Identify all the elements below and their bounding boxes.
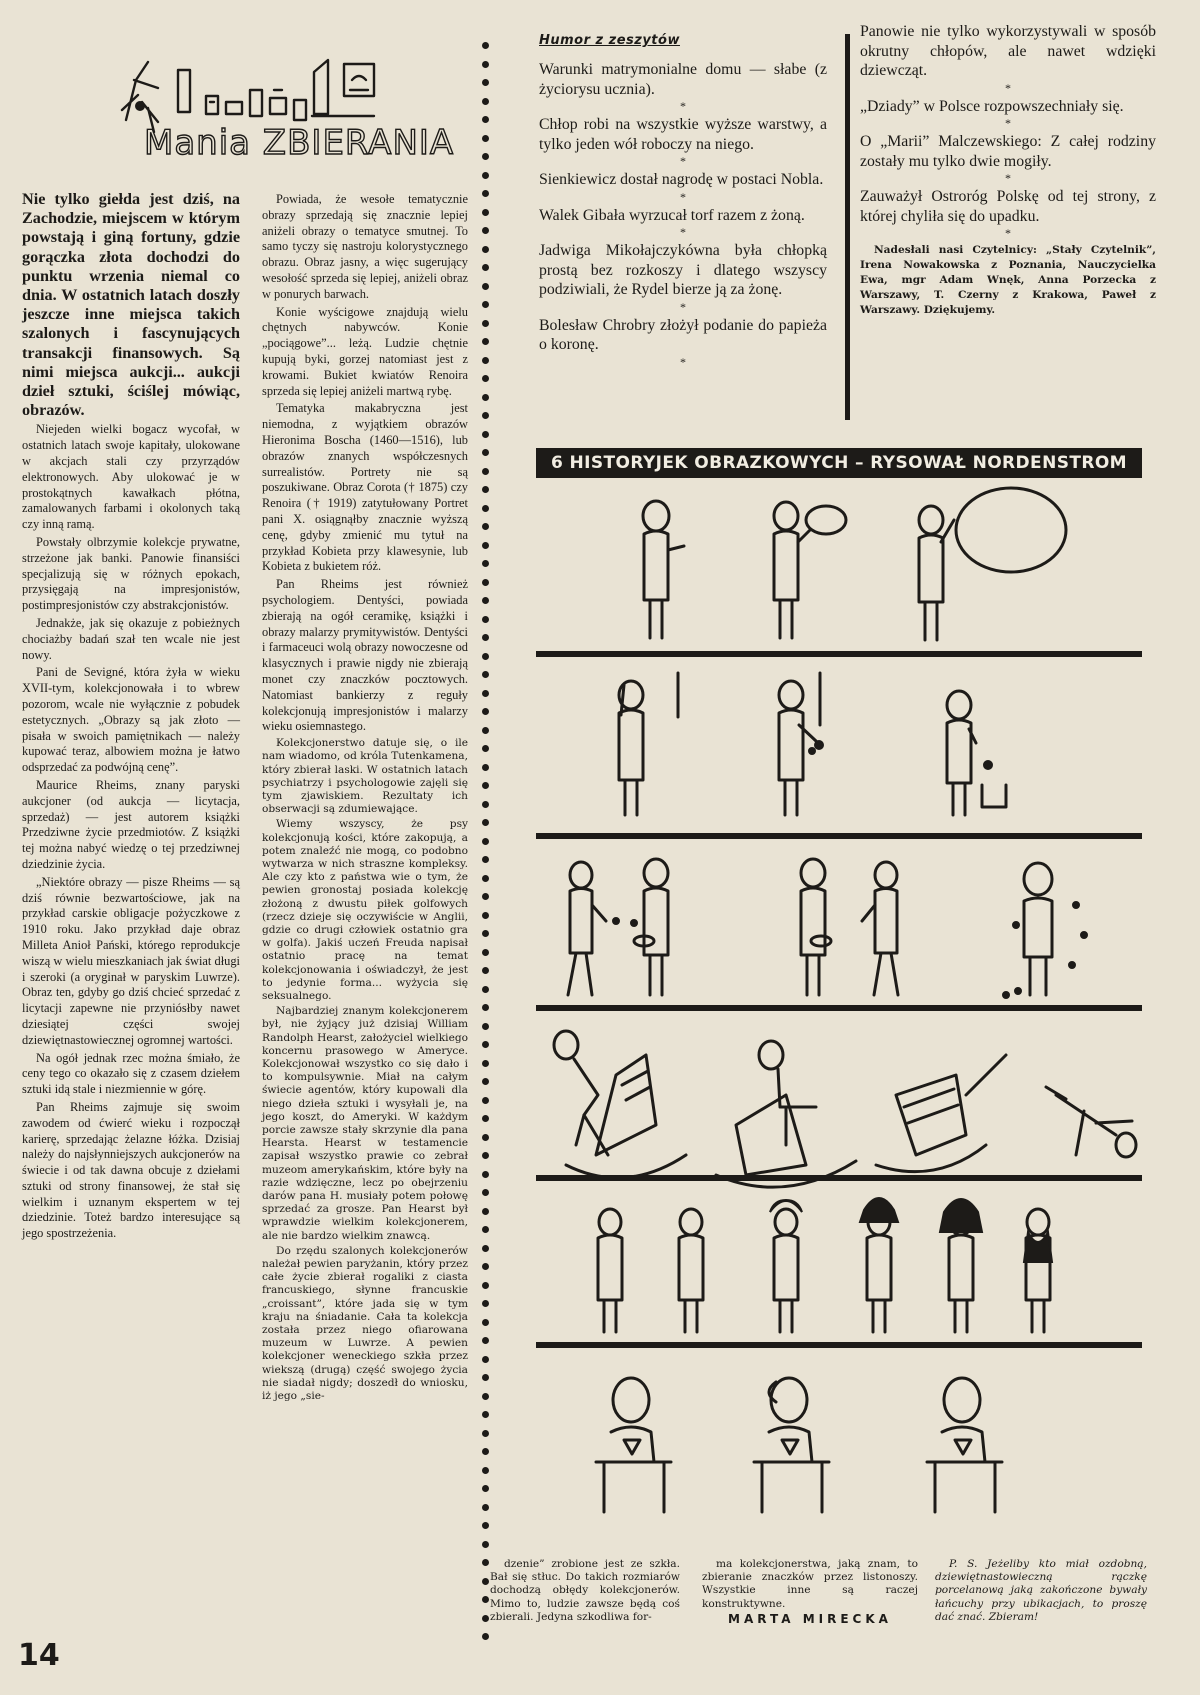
divider-dot — [482, 116, 489, 123]
divider-dot — [482, 505, 489, 512]
divider-dot — [482, 1041, 489, 1048]
bottom-ps-column — [935, 1558, 1147, 1624]
humor-item: „Dziady” w Polsce rozpowszechniały się. — [860, 97, 1124, 115]
divider-dot — [482, 1134, 489, 1141]
article-column-1 — [22, 190, 240, 1244]
humor-credits: Nadesłali nasi Czytelnicy: „Stały Czytelnik”, Irena Nowakowska z Poznania, Nauczycielka Ewa, mgr Adam Wnęk, Anna Porzecka z Warszawy, T. Czerny z Krakowa, Paweł z Warszawy. Dziękujemy. — [860, 244, 1156, 316]
divider-dot — [482, 301, 489, 308]
star-separator: * — [680, 99, 686, 113]
divider-dot — [482, 1374, 489, 1381]
divider-dot — [482, 1430, 489, 1437]
divider-dot — [482, 764, 489, 771]
article-paragraph-small: Do rzędu szalonych kolekcjonerów należał pewien paryżanin, który przez całe życie zbierał rogaliki z ciasta francuskiego, słynne francuskie „croissant”, które jada się w tym kraju na śniadanie. Cała ta kolekcja została przez niego ofiarowana muzeum w Luwrze. A pewien kolekcjoner weneckiego szkła przez wiekszą (drugą) część swojego życia nie siadał nigdy; doszedł do wniosku, iż jego „sie- — [262, 1244, 468, 1403]
article-paragraph: Pani de Sevigné, która żyła w wieku XVII-tym, kolekcjonowała i to wbrew pozorom, wcale nie wyłącznie z pobudek estetycznych. „Obrazy są jak złoto — pisała w swoich pamiętnikach — należy kupować teraz, albowiem można je łatwo odsprzedać za podwójną cenę”. — [22, 665, 240, 775]
divider-dot — [482, 1559, 489, 1566]
divider-dot — [482, 1171, 489, 1178]
article-paragraph-small: Najbardziej znanym kolekcjonerem był, nie żyjący już dzisiaj William Randolph Hearst, założyciel wielkiego koncernu prasowego w Ameryce. Kolekcjonował wszystko co się dało i to kompulsywnie. Miał na całym świecie agentów, który kupowali dla niego dzieła sztuki i wysyłali je, na jego koszt, do Ameryki. W każdym porcie zawsze stały skrzynie dla pana Hearsta. Hearst w testamencie zapisał wszystko prawie co zebrał muzeom amerykańskim, które były na razie wdzięczne, lecz po obejrzeniu darów pana H. musiały potem połowę sprzedać za grosze. Pan Hearst był wprawdzie wielkim kolekcjonerem, ale nie bardzo wielkim znawcą. — [262, 1005, 468, 1242]
divider-dot — [482, 782, 489, 789]
divider-dot — [482, 1578, 489, 1585]
postscript: P. S. Jeżeliby kto miał ozdobną, dziewiętnastowieczną rączkę porcelanową jaką zakończone bywały łańcuchy przy ubikacjach, to proszę dać znać. Zbieram! — [935, 1558, 1147, 1623]
divider-dot — [482, 616, 489, 623]
humor-item: Bolesław Chrobry złożył podanie do papieża o koronę. — [539, 316, 827, 353]
divider-dot — [482, 930, 489, 937]
humor-item: Walek Gibała wyrzucał torf razem z żoną. — [539, 206, 805, 224]
divider-dot — [482, 967, 489, 974]
divider-dot — [482, 227, 489, 234]
comic-strip-rocking-chair — [536, 1015, 1142, 1185]
divider-dot — [482, 1337, 489, 1344]
masthead-title: Mania ZBIERANIA — [144, 123, 455, 163]
comic-strip-balloon — [536, 490, 1142, 660]
divider-dot — [482, 431, 489, 438]
divider-dot — [482, 1633, 489, 1640]
divider-dot — [482, 708, 489, 715]
bottom-signature-column — [702, 1558, 918, 1626]
article-paragraph: Niejeden wielki bogacz wycofał, w ostatnich latach swoje kapitały, ulokowane w akcjach stali czy przyrządów elektronowych. Aby ulokować je w prostokątnych kawałkach płótna, zamalowanych farbami i okolonych taką czy inną ramą. — [22, 422, 240, 532]
article-paragraph-small: Wiemy wszyscy, że psy kolekcjonują kości, które zakopują, a potem znaleźć nie mogą, co podobno wytwarza w nich straszne kompleksy. Ale czy kto z państwa wie o tym, że pewien gronostaj posiada kolekcję złożoną z dwustu piłek golfowych (rzecz dzieje się oczywiście w Anglii, gdzie co drugi człowiek ostatnio gra w golfa). Jakiś uczeń Freuda napisał ostatnio pracę na temat kolekcjonowania i oświadczył, że jest to jedynie forma... wyżycia się seksualnego. — [262, 818, 468, 1002]
divider-dot — [482, 486, 489, 493]
article-paragraph: Pan Rheims zajmuje się swoim zawodem od ćwierć wieku i rozpoczął karierę, sprzedając żelazne łóżka. Dzisiaj należy do najsłynniejszych aukcjonerów na świecie i od tak dawna obcuje z dziełami sztuki od strony finansowej, że stał się wielkim i uznanym ekspertem w tej dziedzinie. Toteż bardzo interesujące są jego spostrzeżenia. — [22, 1099, 240, 1241]
divider-dot — [482, 42, 489, 49]
divider-dot — [482, 1522, 489, 1529]
divider-dot — [482, 320, 489, 327]
divider-dot — [482, 468, 489, 475]
divider-dot — [482, 653, 489, 660]
divider-dot — [482, 357, 489, 364]
divider-dot — [482, 1282, 489, 1289]
star-separator: * — [680, 225, 686, 239]
divider-dot — [482, 1300, 489, 1307]
divider-dot — [482, 838, 489, 845]
divider-dot — [482, 1115, 489, 1122]
star-separator: * — [680, 354, 686, 369]
divider-dot — [482, 634, 489, 641]
article-paragraph-small: Kolekcjonerstwo datuje się, o ile nam wiadomo, od króla Tutenkamena, który zbierał laski. W ostatnich latach psychiatrzy i psychologowie zajęli się tym zjawiskiem. Rezultaty ich obserwacji są zdumiewające. — [262, 737, 468, 816]
strip-separator — [536, 1175, 1142, 1181]
star-separator: * — [1005, 171, 1011, 185]
divider-dot — [482, 246, 489, 253]
article-paragraph: Powiada, że wesołe tematycznie obrazy sprzedają się znacznie lepiej aniżeli obrazy o tematyce smutnej. To samo tyczy się nastroju kolorystycznego obrazu. Obraz jasny, a więc sugerujący wesołość sprzeda się lepiej, aniżeli obraz w ponurych barwach. — [262, 192, 468, 301]
divider-dot — [482, 875, 489, 882]
comic-strip-tables — [536, 1362, 1142, 1522]
article-continuation: ma kolekcjonerstwa, jaką znam, to zbieranie znaczków przez listonoszy. Wszystkie inne są raczej konstruktywne. — [702, 1558, 918, 1610]
humor-item: Zauważył Ostroróg Polskę od tej strony, z której chyliła się do upadku. — [860, 188, 1156, 225]
strip-separator — [536, 833, 1142, 839]
article-paragraph: Konie wyścigowe znajdują wielu chętnych nabywców. Konie „pociągowe”... leżą. Ludzie chętnie kupują byki, gorzej natomiast jest z krowami. Bukiet kwiatów Renoira sprzeda się lepiej aniżeli martwą rybę. — [262, 304, 468, 398]
divider-dot — [482, 1245, 489, 1252]
comic-strip-coins — [536, 845, 1142, 1015]
humor-item: Jadwiga Mikołajczykówna była chłopką prostą bez rozkoszy i dlatego wszyscy podziwiali, że Rydel bierze ją za żonę. — [539, 242, 827, 298]
strip-separator — [536, 1005, 1142, 1011]
divider-dot — [482, 671, 489, 678]
divider-dot — [482, 1226, 489, 1233]
divider-dot — [482, 264, 489, 271]
divider-dot — [482, 449, 489, 456]
humor-column-right — [860, 22, 1156, 318]
divider-dot — [482, 1411, 489, 1418]
humor-item: O „Marii” Malczewskiego: Z całej rodziny zostały mu tylko dwie mogiły. — [860, 133, 1156, 170]
humor-heading: Humor z zeszytów — [539, 33, 680, 48]
divider-dot — [482, 1208, 489, 1215]
divider-dot — [482, 209, 489, 216]
page-number: 14 — [18, 1638, 60, 1673]
divider-dot — [482, 819, 489, 826]
divider-dot — [482, 745, 489, 752]
divider-dot — [482, 1189, 489, 1196]
divider-dot — [482, 727, 489, 734]
divider-dot — [482, 1356, 489, 1363]
divider-dot — [482, 412, 489, 419]
dotted-column-divider — [482, 42, 492, 1652]
strip-separator — [536, 651, 1142, 657]
divider-dot — [482, 135, 489, 142]
divider-dot — [482, 172, 489, 179]
divider-dot — [482, 1596, 489, 1603]
comics-banner: 6 HISTORYJEK OBRAZKOWYCH – RYSOWAŁ NORDENSTROM — [536, 448, 1142, 478]
humor-item: Panowie nie tylko wykorzystywali w sposób okrutny chłopów, ale nawet wdzięki dziewcząt. — [860, 23, 1156, 79]
comic-strip-flowers — [536, 665, 1142, 835]
divider-dot — [482, 986, 489, 993]
divider-dot — [482, 1060, 489, 1067]
divider-dot — [482, 153, 489, 160]
divider-dot — [482, 597, 489, 604]
divider-dot — [482, 98, 489, 105]
article-paragraph: „Niektóre obrazy — pisze Rheims — są dziś równie bezwartościowe, jak na przykład carskie obligacje pożyczkowe z 1910 roku. Jako przykład daje obraz Milleta Anioł Pański, którego reprodukcje wiszą w wielu mieszkaniach jak świat długi i szeroki (a oryginał w paryskim Luwrze). Obraz ten, gdyby go dziś chcieć sprzedać z licytacji zapewne nie przyniósłby nawet dziesiątej części swojej dziewiętnastowiecznej ogromnej wartości. — [22, 874, 240, 1047]
article-continuation: dzenie” zrobione jest ze szkła. Bał się stłuc. Do takich rozmiarów dochodzą obłędy kolekcjonerów. Mimo to, ludzie zawsze będą coś zbierali. Jedyna szkodliwa for- — [490, 1558, 680, 1623]
humor-item: Sienkiewicz dostał nagrodę w postaci Nobla. — [539, 171, 824, 188]
star-separator: * — [680, 154, 686, 168]
article-paragraph: Maurice Rheims, znany paryski aukcjoner (od aukcja — licytacja, sprzedaż) — jest autorem książki Przedziwne życie przedmiotów. Z książki tej można nabyć wiedzę o tej przedziwnej dziedzinie życia. — [22, 777, 240, 871]
article-paragraph: Tematyka makabryczna jest niemodna, z wyjątkiem obrazów Hieronima Boscha (1460—1516), lub obrazów znanych współczesnych surrealistów. Portrety nie są poszukiwane. Obraz Corota († 1875) czy Renoira († 1919) zatytułowany Portret pani X. osiągnąłby znacznie wyższą cenę, gdyby zmienić mu tytuł na przykład Kobieta przy klawesynie, lub Kobieta z bukietem róż. — [262, 401, 468, 574]
divider-dot — [482, 1467, 489, 1474]
divider-dot — [482, 523, 489, 530]
divider-dot — [482, 1448, 489, 1455]
divider-dot — [482, 1004, 489, 1011]
divider-dot — [482, 893, 489, 900]
divider-dot — [482, 1078, 489, 1085]
humor-item: Chłop robi na wszystkie wyższe warstwy, a tylko jeden wół roboczy na niego. — [539, 116, 827, 153]
humor-divider — [845, 34, 850, 420]
star-separator: * — [1005, 80, 1011, 95]
star-separator: * — [680, 299, 686, 314]
divider-dot — [482, 1541, 489, 1548]
divider-dot — [482, 856, 489, 863]
divider-dot — [482, 190, 489, 197]
divider-dot — [482, 579, 489, 586]
divider-dot — [482, 912, 489, 919]
masthead-logo — [118, 50, 455, 170]
article-paragraph: Powstały olbrzymie kolekcje prywatne, strzeżone jak banki. Panowie finansiści specjalizują się w różnych epokach, przysięgają na impresjonistów, postimpresjonistów czy abstrakcjonistów. — [22, 535, 240, 613]
bottom-continuation — [490, 1558, 680, 1624]
divider-dot — [482, 1615, 489, 1622]
comic-strip-hair — [536, 1192, 1142, 1342]
article-paragraph: Na ogół jednak rzec można śmiało, że ceny tego co okazało się z czasem dziełem sztuki idą stale i niezmiennie w górę. — [22, 1050, 240, 1097]
divider-dot — [482, 1504, 489, 1511]
divider-dot — [482, 394, 489, 401]
divider-dot — [482, 1263, 489, 1270]
divider-dot — [482, 949, 489, 956]
author-signature: MARTA MIRECKA — [728, 1611, 892, 1626]
divider-dot — [482, 79, 489, 86]
divider-dot — [482, 1319, 489, 1326]
article-paragraph: Jednakże, jak się okazuje z pobieżnych chociażby badań szał ten wcale nie jest nowy. — [22, 616, 240, 662]
divider-dot — [482, 338, 489, 345]
divider-dot — [482, 1485, 489, 1492]
article-column-2 — [262, 192, 468, 1405]
strip-separator — [536, 1342, 1142, 1348]
divider-dot — [482, 690, 489, 697]
humor-column-left — [539, 60, 827, 371]
star-separator: * — [1005, 116, 1011, 130]
divider-dot — [482, 560, 489, 567]
star-separator: * — [680, 189, 686, 204]
divider-dot — [482, 1152, 489, 1159]
divider-dot — [482, 1393, 489, 1400]
star-separator: * — [1005, 226, 1011, 240]
divider-dot — [482, 1097, 489, 1104]
humor-item: Warunki matrymonialne domu — słabe (z życiorysu ucznia). — [539, 61, 827, 98]
divider-dot — [482, 801, 489, 808]
divider-dot — [482, 61, 489, 68]
divider-dot — [482, 1023, 489, 1030]
article-paragraph: Pan Rheims jest również psychologiem. Dentyści, powiada zbierają na ogół ceramikę, książki i obrazy malarzy prymitywistów. Dentyści i farmaceuci wolą obrazy nowoczesne od klasycznych i prawie nigdy nie zbierają monet czy znaczków pocztowych. Natomiast bankierzy z reguły kolekcjonują impresjonistów i malarzy wieku osiemnastego. — [262, 577, 468, 734]
divider-dot — [482, 375, 489, 382]
article-lead: Nie tylko giełda jest dziś, na Zachodzie, miejscem w którym powstają i giną fortuny, gdzie gorączka złota dochodzi do punktu wrzenia niemal co dnia. W ostatnich latach doszły jeszcze inne miejsca takich szalonych i fascynujących transakcji finansowych. Są nimi miejsca aukcji... aukcji dzieł sztuki, ściślej mówiąc, obrazów. — [22, 190, 240, 420]
divider-dot — [482, 283, 489, 290]
divider-dot — [482, 542, 489, 549]
